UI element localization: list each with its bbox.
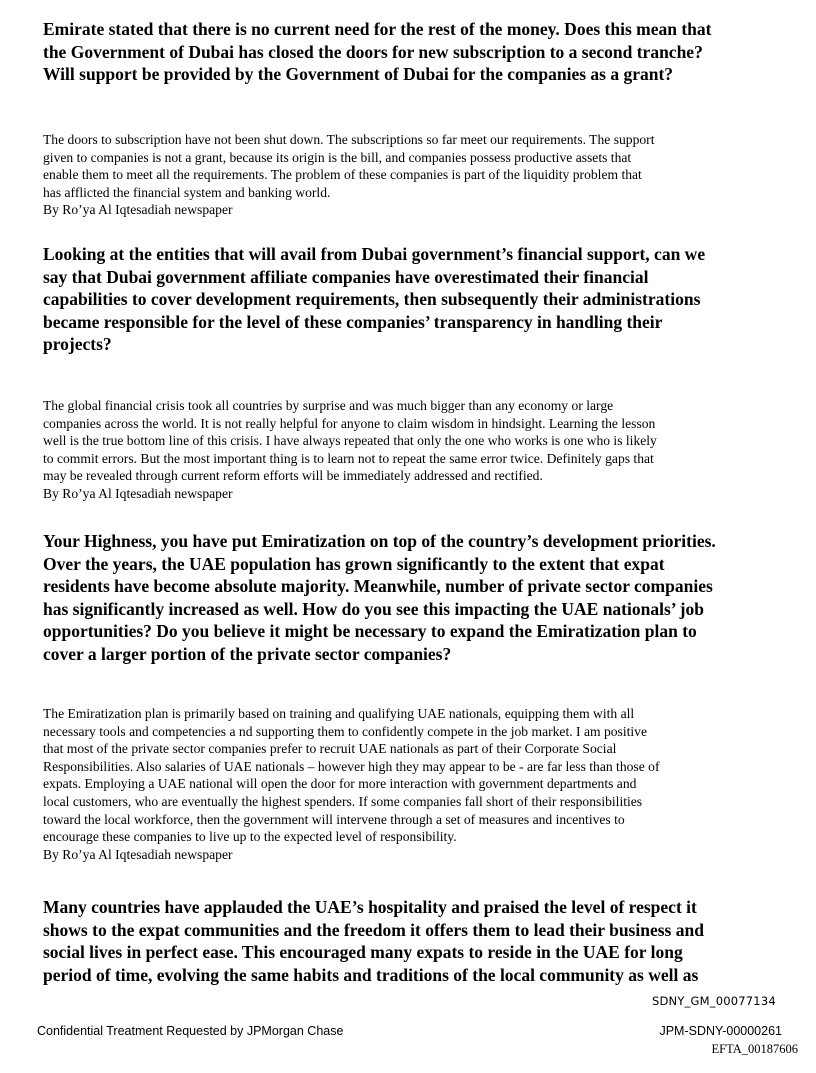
answer-line: may be revealed through current reform efforts will be immediately addressed and rectified. <box>43 468 543 484</box>
question-line: cover a larger portion of the private sector companies? <box>43 643 452 664</box>
question-line: has significantly increased as well. How do you see this impacting the UAE nationals’ job <box>43 598 704 619</box>
question-2 <box>43 243 778 356</box>
efta-number: EFTA_00187606 <box>711 1042 798 1056</box>
question-line: Many countries have applauded the UAE’s hospitality and praised the level of respect it <box>43 897 697 917</box>
byline: By Ro’ya Al Iqtesadiah newspaper <box>43 202 233 218</box>
question-line: social lives in perfect ease. This encouraged many expats to reside in the UAE for long <box>43 942 683 963</box>
question-line: projects? <box>43 334 112 355</box>
answer-line: enable them to meet all the requirements. The problem of these companies is part of the liquidity problem that <box>43 167 642 183</box>
answer-line: toward the local workforce, then the government will intervene through a set of measures and incentives to <box>43 811 625 827</box>
question-3 <box>43 530 778 666</box>
question-line: became responsible for the level of these companies’ transparency in handling their <box>43 311 663 332</box>
answer-line: that most of the private sector companies prefer to recruit UAE nationals as part of their Corporate Social <box>43 741 617 757</box>
question-line: capabilities to cover development requirements, then subsequently their administrations <box>43 289 701 310</box>
answer-line: Responsibilities. Also salaries of UAE nationals – however high they may appear to be - are far less than those of <box>43 758 660 774</box>
answer-1 <box>43 131 783 219</box>
question-4 <box>43 896 778 986</box>
answer-line: The global financial crisis took all countries by surprise and was much bigger than any economy or large <box>43 398 614 413</box>
question-line: shows to the expat communities and the freedom it offers them to lead their business and <box>43 919 704 940</box>
question-line: Will support be provided by the Government of Dubai for the companies as a grant? <box>43 64 674 85</box>
answer-line: encourage these companies to live up to the expected level of responsibility. <box>43 829 457 845</box>
question-line: residents have become absolute majority. Meanwhile, number of private sector companies <box>43 576 713 597</box>
question-line: Over the years, the UAE population has grown significantly to the extent that expat <box>43 553 665 574</box>
answer-line: given to companies is not a grant, because its origin is the bill, and companies possess productive assets that <box>43 149 632 165</box>
question-line: say that Dubai government affiliate companies have overestimated their financial <box>43 266 649 287</box>
answer-line: The doors to subscription have not been shut down. The subscriptions so far meet our requirements. The support <box>43 132 655 147</box>
byline: By Ro’ya Al Iqtesadiah newspaper <box>43 485 233 501</box>
question-line: period of time, evolving the same habits and traditions of the local community as well as <box>43 964 699 985</box>
question-line: Your Highness, you have put Emiratization on top of the country’s development priorities. <box>43 531 716 551</box>
answer-line: companies across the world. It is not really helpful for anyone to claim wisdom in hindsight. Learning the lesson <box>43 415 656 431</box>
question-line: opportunities? Do you believe it might be necessary to expand the Emiratization plan to <box>43 621 697 642</box>
question-1 <box>43 18 778 86</box>
answer-2 <box>43 397 783 503</box>
answer-line: to commit errors. But the most important thing is to learn not to repeat the same error twice. Definitely gaps that <box>43 450 654 466</box>
question-line: Looking at the entities that will avail from Dubai government’s financial support, can we <box>43 244 706 264</box>
question-line: Emirate stated that there is no current need for the rest of the money. Does this mean that <box>43 19 712 39</box>
answer-line: local customers, who are eventually the highest spenders. If some companies fall short of their responsibilities <box>43 793 643 809</box>
bates-number: SDNY_GM_00077134 <box>652 994 776 1008</box>
jpm-production-id: JPM-SDNY-00000261 <box>659 1024 782 1038</box>
answer-line: The Emiratization plan is primarily based on training and qualifying UAE nationals, equipping them with all <box>43 706 635 721</box>
answer-3 <box>43 705 783 863</box>
answer-line: necessary tools and competencies a nd supporting them to confidently compete in the job market. I am positive <box>43 723 648 739</box>
answer-line: well is the true bottom line of this crisis. I have always repeated that only the one who works is one who is likely <box>43 433 657 449</box>
answer-line: expats. Employing a UAE national will open the door for more interaction with government departments and <box>43 776 637 792</box>
answer-line: has afflicted the financial system and banking world. <box>43 184 331 200</box>
question-line: the Government of Dubai has closed the doors for new subscription to a second tranche? <box>43 41 703 62</box>
byline: By Ro’ya Al Iqtesadiah newspaper <box>43 846 233 862</box>
confidential-notice: Confidential Treatment Requested by JPMorgan Chase <box>37 1024 344 1038</box>
